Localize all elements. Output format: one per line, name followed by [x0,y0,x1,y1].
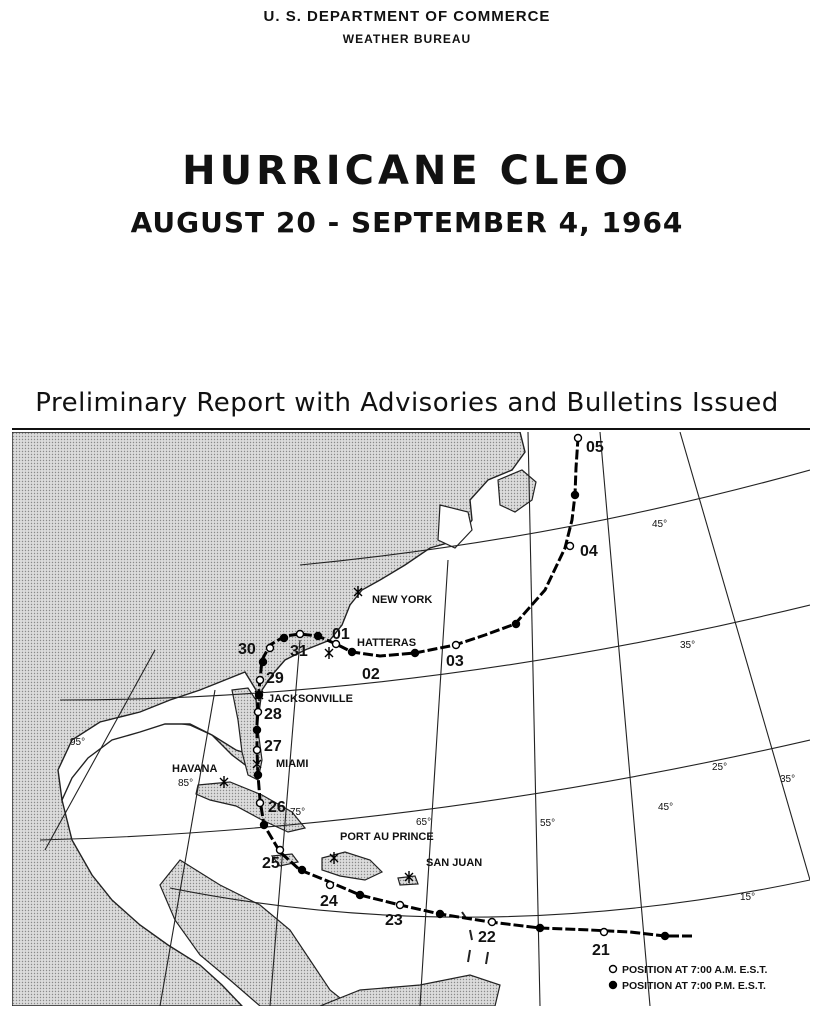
pm-position-marker [254,727,261,734]
pm-position-marker [412,650,419,657]
pm-position-marker [349,649,356,656]
am-position-marker [257,800,264,807]
city-new-york: NEW YORK [372,594,433,606]
department-heading: U. S. DEPARTMENT OF COMMERCE [263,8,551,25]
day-label-23: 23 [385,912,403,929]
city-havana: HAVANA [172,763,218,775]
pm-position-marker [513,621,520,628]
city-san-juan: SAN JUAN [426,857,483,869]
date-range: AUGUST 20 - SEPTEMBER 4, 1964 [130,206,684,239]
day-label-21: 21 [592,942,610,959]
lon-label-35: 35° [780,774,796,785]
day-label-03: 03 [446,653,464,670]
day-label-24: 24 [320,893,338,910]
day-label-05: 05 [586,439,604,456]
am-position-marker [257,677,264,684]
divider-rule [12,428,810,430]
report-subtitle: Preliminary Report with Advisories and Bulletins Issued [35,388,779,418]
am-position-marker [267,645,274,652]
lon-label-95: 95° [70,737,86,748]
pm-position-marker [662,933,669,940]
pm-position-marker [299,867,306,874]
lat-label-45: 45° [652,519,668,530]
pm-position-marker [537,925,544,932]
am-position-marker [453,642,460,649]
pm-position-marker [437,911,444,918]
am-position-marker [327,882,334,889]
day-label-01: 01 [332,626,350,643]
day-label-27: 27 [264,738,282,755]
legend-filled-circle-icon [610,982,617,989]
day-label-30: 30 [238,641,256,658]
pm-position-marker [260,659,267,666]
lat-label-35: 35° [680,640,696,651]
day-label-25: 25 [262,855,280,872]
day-label-28: 28 [264,706,282,723]
city-jacksonville: JACKSONVILLE [268,693,353,705]
pm-position-marker [357,892,364,899]
am-position-marker [297,631,304,638]
am-position-marker [397,902,404,909]
am-position-marker [255,709,262,716]
am-position-marker [601,929,608,936]
pm-position-marker [281,635,288,642]
lon-label-75: 75° [290,807,306,818]
am-position-marker [254,747,261,754]
day-label-02: 02 [362,666,380,683]
city-hatteras: HATTERAS [357,637,417,649]
hurricane-track-map [12,432,810,1006]
am-position-marker [575,435,582,442]
day-label-22: 22 [478,929,496,946]
day-label-29: 29 [266,670,284,687]
legend-open-circle-icon [610,966,617,973]
lon-label-85: 85° [178,778,194,789]
lat-label-25: 25° [712,762,728,773]
pm-position-marker [572,492,579,499]
lon-label-45: 45° [658,802,674,813]
pm-position-marker [315,633,322,640]
pm-position-marker [255,772,262,779]
lon-label-65: 65° [416,817,432,828]
lat-label-15: 15° [740,892,756,903]
am-position-marker [567,543,574,550]
pm-position-marker [261,822,268,829]
bureau-heading: WEATHER BUREAU [342,32,472,46]
day-label-26: 26 [268,799,286,816]
city-port-au-prince: PORT AU PRINCE [340,831,434,843]
legend-pm-label: POSITION AT 7:00 P.M. E.S.T. [622,980,766,992]
city-miami: MIAMI [276,758,309,770]
legend-am-label: POSITION AT 7:00 A.M. E.S.T. [622,964,768,976]
am-position-marker [277,847,284,854]
lon-label-55: 55° [540,818,556,829]
am-position-marker [489,919,496,926]
day-label-04: 04 [580,543,598,560]
day-label-31: 31 [290,643,308,660]
document-title: HURRICANE CLEO [182,148,632,194]
